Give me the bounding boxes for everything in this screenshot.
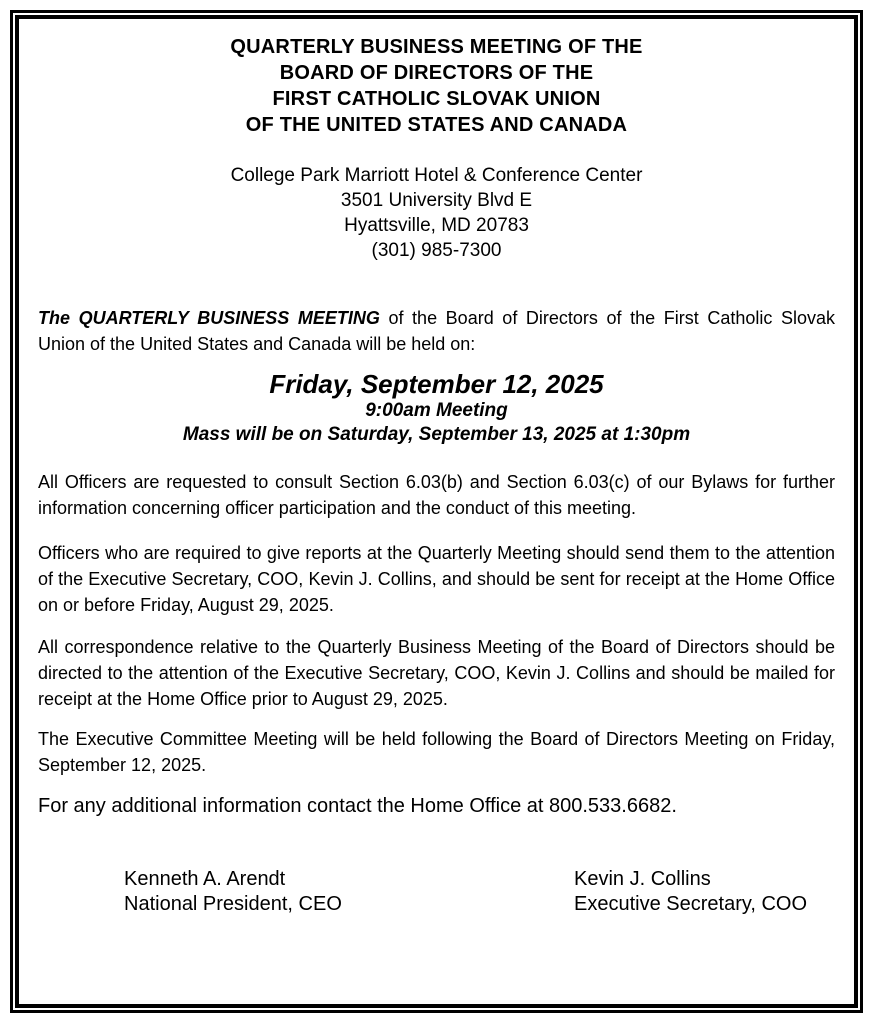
event-time-line: 9:00am Meeting	[365, 400, 508, 421]
venue-phone: (301) 985-7300	[371, 240, 502, 261]
intro-paragraph	[38, 305, 835, 357]
event-date-heading: Friday, September 12, 2025	[269, 369, 604, 399]
paragraph-executive-committee: The Executive Committee Meeting will be held following the Board of Directors Meeting on Friday, September 12, 2025.	[38, 729, 835, 775]
venue-block	[38, 163, 835, 263]
intro-lead: The QUARTERLY BUSINESS MEETING	[38, 308, 380, 328]
contact-info-line: For any additional information contact the Home Office at 800.533.6682.	[38, 795, 677, 817]
title-line-4: OF THE UNITED STATES AND CANADA	[245, 114, 628, 136]
signatory-title-right: Executive Secretary, COO	[574, 893, 808, 915]
event-block	[38, 369, 835, 447]
signatory-name-left: Kenneth A. Arendt	[124, 868, 286, 890]
signatory-title-left: National President, CEO	[124, 893, 342, 915]
page-border-inner	[15, 15, 858, 1008]
document-title	[38, 34, 835, 138]
paragraph-correspondence: All correspondence relative to the Quarterly Business Meeting of the Board of Directors should be directed to the attention of the Executive Secretary, COO, Kevin J. Collins and should be mailed for receipt at the Home Office prior to August 29, 2025.	[38, 637, 835, 709]
signature-left	[124, 867, 574, 917]
title-line-1: QUARTERLY BUSINESS MEETING OF THE	[230, 36, 643, 58]
paragraph-bylaws: All Officers are requested to consult Section 6.03(b) and Section 6.03(c) of our Bylaws for further information concerning officer participation and the conduct of this meeting.	[38, 472, 835, 518]
title-line-2: BOARD OF DIRECTORS OF THE	[279, 62, 594, 84]
event-mass-line: Mass will be on Saturday, September 13, 2025 at 1:30pm	[182, 424, 691, 445]
signature-right	[574, 867, 807, 917]
venue-name: College Park Marriott Hotel & Conference Center	[230, 165, 643, 186]
venue-city-state-zip: Hyattsville, MD 20783	[344, 215, 529, 236]
document-content	[19, 19, 854, 917]
paragraph-officer-reports: Officers who are required to give reports at the Quarterly Meeting should send them to the attention of the Executive Secretary, COO, Kevin J. Collins, and should be sent for receipt at the Home Office on or before Friday, August 29, 2025.	[38, 543, 835, 615]
venue-street: 3501 University Blvd E	[340, 190, 533, 211]
intro-rest: of the Board of Directors of the First Catholic Slovak Union of the United States and Canada will be held on:	[38, 308, 835, 354]
signatory-name-right: Kevin J. Collins	[574, 868, 711, 890]
signature-block	[38, 867, 835, 917]
title-line-3: FIRST CATHOLIC SLOVAK UNION	[272, 88, 601, 110]
page-border-outer	[10, 10, 863, 1013]
